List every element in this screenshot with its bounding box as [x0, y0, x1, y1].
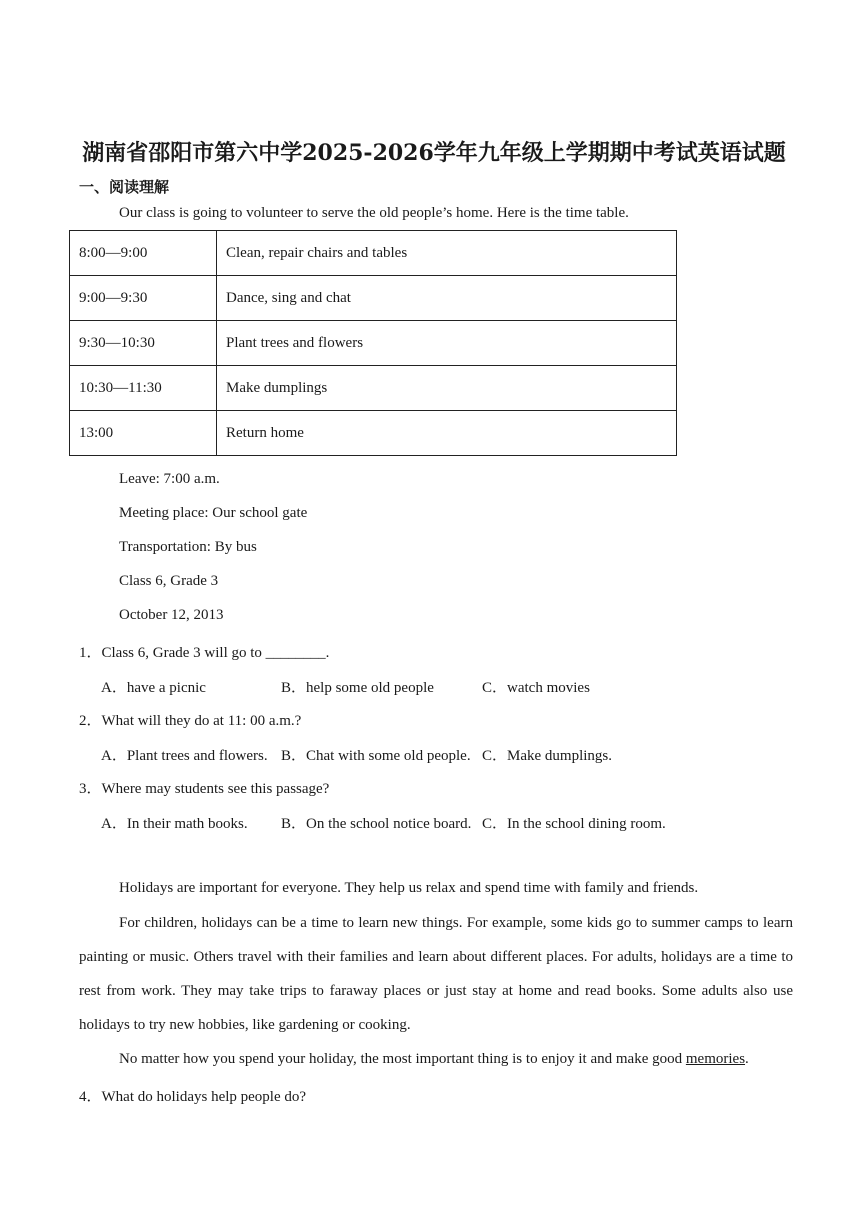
question-1-option-b: B．help some old people: [281, 680, 434, 696]
question-1-stem: 1．Class 6, Grade 3 will go to ________.: [79, 645, 330, 661]
underlined-word: memories: [685, 1051, 746, 1067]
passage2-paragraph-1: Holidays are important for everyone. They help us relax and spend time with family and friends.: [119, 880, 699, 896]
activity-cell: Dance, sing and chat: [217, 276, 677, 321]
time-cell: 9:30—10:30: [70, 321, 217, 366]
question-2-option-b: B．Chat with some old people.: [281, 748, 471, 764]
page-title: 湖南省邵阳市第六中学2025-2026学年九年级上学期期中考试英语试题: [82, 140, 786, 166]
timetable: [69, 230, 677, 456]
paragraph-3-end: .: [745, 1051, 749, 1067]
activity-cell: Clean, repair chairs and tables: [217, 231, 677, 276]
question-1-option-a: A．have a picnic: [101, 680, 206, 696]
info-leave: Leave: 7:00 a.m.: [119, 471, 220, 487]
question-3-option-a: A．In their math books.: [101, 816, 248, 832]
question-4-stem: 4．What do holidays help people do?: [79, 1089, 307, 1105]
question-2-option-a: A．Plant trees and flowers.: [101, 748, 268, 764]
question-3-stem: 3．Where may students see this passage?: [79, 781, 330, 797]
time-cell: 8:00—9:00: [70, 231, 217, 276]
question-1-option-c: C．watch movies: [482, 680, 590, 696]
passage2-paragraph-3: [79, 1042, 793, 1076]
passage2-paragraph-2: For children, holidays can be a time to learn new things. For example, some kids go to summer camps to learn painting or music. Others travel with their families and learn about different places. For adults, holidays are a time to rest from work. They may take trips to faraway places or just stay at home and read books. Some adults also use holidays to try new hobbies, like gardening or cooking.: [79, 915, 793, 1033]
table-row: [70, 366, 677, 411]
info-transportation: Transportation: By bus: [119, 539, 257, 555]
question-2-stem: 2．What will they do at 11: 00 a.m.?: [79, 713, 302, 729]
info-date: October 12, 2013: [119, 607, 224, 623]
table-row: [70, 321, 677, 366]
activity-cell: Plant trees and flowers: [217, 321, 677, 366]
table-row: [70, 411, 677, 456]
activity-cell: Return home: [217, 411, 677, 456]
paragraph-3-text: No matter how you spend your holiday, the most important thing is to enjoy it and make good: [119, 1051, 686, 1067]
info-meeting-place: Meeting place: Our school gate: [119, 505, 308, 521]
section-heading: 一、阅读理解: [79, 178, 170, 196]
time-cell: 10:30—11:30: [70, 366, 217, 411]
info-class: Class 6, Grade 3: [119, 573, 219, 589]
passage1-intro: Our class is going to volunteer to serve the old people’s home. Here is the time table.: [119, 205, 629, 221]
time-cell: 13:00: [70, 411, 217, 456]
question-3-option-c: C．In the school dining room.: [482, 816, 666, 832]
table-row: [70, 276, 677, 321]
time-cell: 9:00—9:30: [70, 276, 217, 321]
question-2-option-c: C．Make dumplings.: [482, 748, 612, 764]
activity-cell: Make dumplings: [217, 366, 677, 411]
question-3-option-b: B．On the school notice board.: [281, 816, 472, 832]
table-row: [70, 231, 677, 276]
